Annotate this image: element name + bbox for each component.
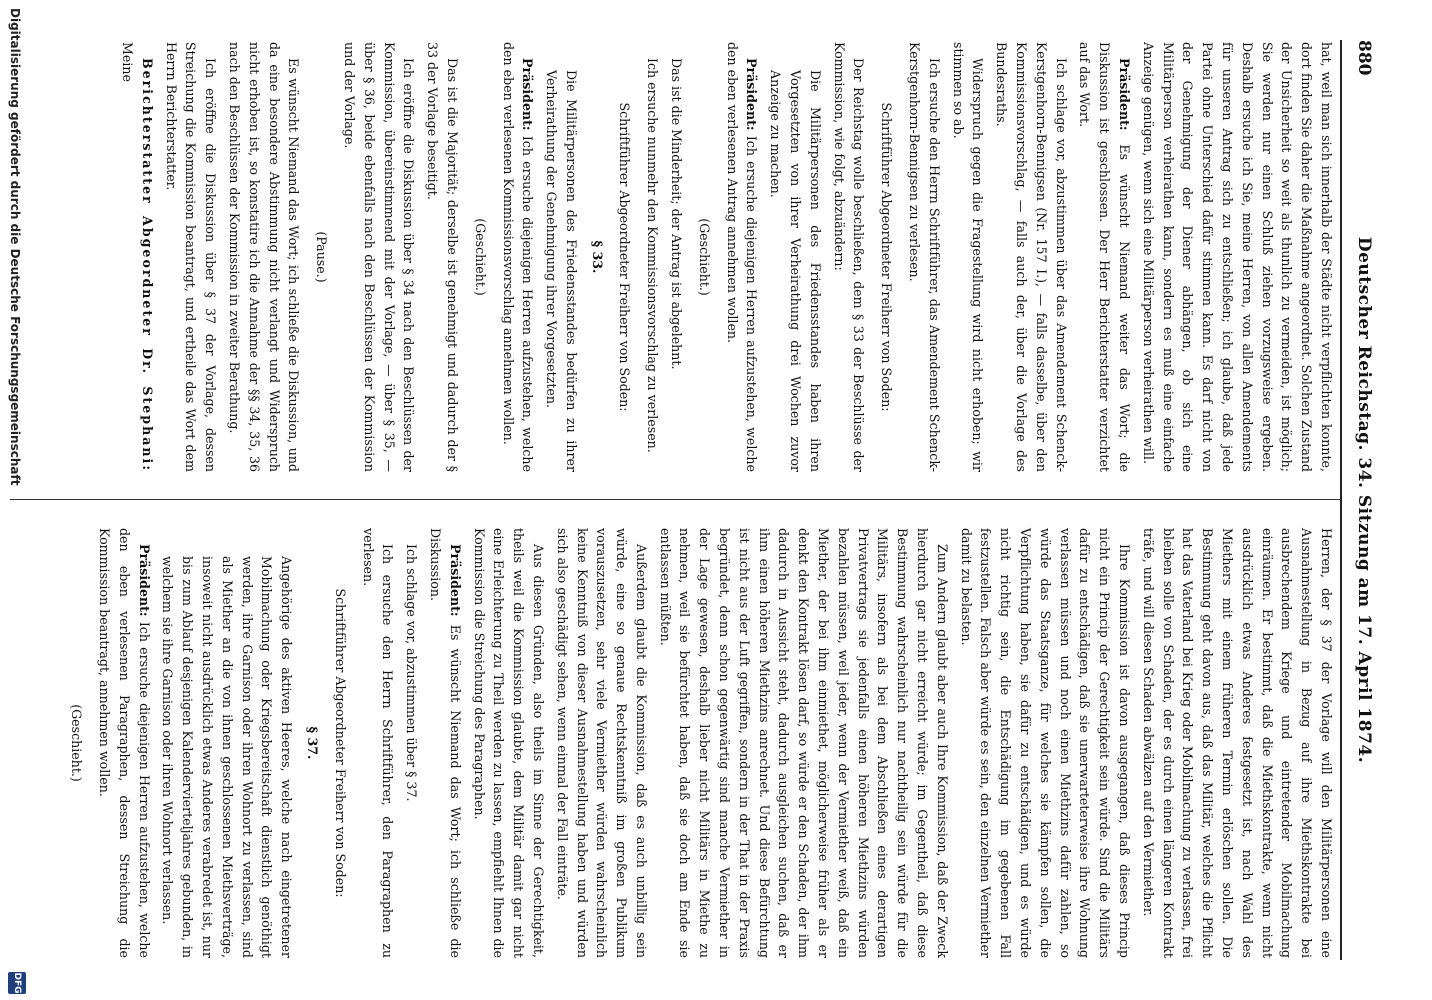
speaker-label: Präsident:	[744, 58, 760, 131]
applause-note: (Geschieht.)	[696, 218, 712, 296]
paragraph: Herren, der § 37 der Vorlage will den Militärpersonen eine Ausnahmestellung in Bezug auf ihre Miethskontrakte bei ausbrechendem Kriege und eintretender Mobilmachung einräumen. Er bestimmt, daß die Miethskontrakte, wenn nicht ausdrücklich etwas Anderes festgesetzt ist, nach Wahl des Miethers mit einem früheren Termin erlöschen sollen. Die Bestimmung geht davon aus, daß das Militär, welches die Pflicht hat das Vaterland bei Krieg oder Mobilmachung zu verlassen, frei bleiben solle von Schaden, der es durch einen längeren Kontrakt träfe, und will diesen Schaden abwälzen auf den Vermiether.	[1140, 528, 1334, 958]
paragraph-text: Ich ersuche diejenigen Herren aufzustehen, welche den eben verlesenen Antrag annehmen wollen.	[724, 42, 760, 472]
paragraph-text: Ich ersuche diejenigen Herren aufzustehen, welche den eben verlesenen Kommissionsvorschlag annehmen wollen.	[500, 42, 536, 472]
paragraph-text: Meine	[119, 42, 135, 82]
header-rule	[1340, 40, 1342, 960]
paragraph	[722, 42, 762, 472]
page-header	[1346, 40, 1374, 960]
paragraph	[498, 42, 538, 472]
speaker-heading: Schriftführer Abgeordneter Freiherr von Soden:	[332, 588, 348, 898]
dfg-logo: DFG	[8, 972, 26, 994]
paragraph: Das ist die Minderheit; der Antrag ist abgelehnt.	[669, 58, 685, 370]
paragraph	[425, 528, 465, 958]
paragraph: Ich ersuche nunmehr den Kommissionsvorschlag zu verlesen.	[645, 58, 661, 453]
paragraph: Ich schlage vor, abzustimmen über das Amendement Schenck-Kerstgenhorn-Bennigsen (Nr. 157 I.), — falls dasselbe, über den Kommissionsvorschlag, — falls auch der, über die Vorlage des Bundesraths.	[994, 42, 1069, 472]
paragraph: Es wünscht Niemand das Wort; ich schließe die Diskussion, und da eine besondere Abstimmung nicht verlangt und Widerspruch nicht erhoben ist, so konstatire ich die Annahme der §§ 34, 35, 36 nach den Beschlüssen der Kommission in zweiter Berathung.	[226, 42, 302, 472]
speaker-label: Präsident:	[1117, 58, 1133, 131]
applause-note: (Geschieht.)	[472, 218, 488, 296]
paragraph: Außerdem glaubt die Kommission, daß es auch unbillig sein würde, eine so genaue Rechtskenntniß im großen Publikum vorauszusetzen, sehr viele Vermiether würden wahrscheinlich keine Kenntniß von dieser Ausnahmestellung haben und würden sich also geschädigt sehen, wenn einmal der Fall einträte.	[554, 528, 649, 958]
speaker-label: Präsident:	[136, 544, 152, 617]
quoted-text: Die Militärpersonen des Friedensstandes haben ihren Vorgesetzten von ihrer Verheirathung drei Wochen zuvor Anzeige zu machen.	[768, 70, 823, 472]
paragraph	[117, 42, 157, 472]
paragraph	[1075, 42, 1134, 472]
section-number: § 33.	[589, 240, 605, 274]
paragraph-text: Ich ersuche diejenigen Herren aufzustehen, welche den eben verlesenen Paragraphen, dessen Streichung die Kommission beantragt, annehmen wollen.	[96, 528, 152, 958]
digitization-note: Digitalisierung gefördert durch die Deutsche Forschungsgemeinschaft	[8, 8, 22, 486]
speaker-label: Berichterstatter Abgeordneter Dr. Stephani:	[139, 58, 155, 472]
quoted-text: Die Militärpersonen des Friedensstandes bedürfen zu ihrer Verheirathung der Genehmigung ihrer Vorgesetzten.	[544, 70, 579, 472]
paragraph: Widerspruch gegen die Fragestellung wird nicht erhoben; wir stimmen so ab.	[950, 42, 986, 472]
paragraph: Ich ersuche den Herrn Schriftführer, das Amendement Schenck-Kerstgenhorn-Bennigsen zu verlesen.	[907, 42, 942, 472]
speaker-label: Präsident:	[447, 544, 463, 617]
running-title: Deutscher Reichstag. 34. Sitzung am 17. April 1874.	[1354, 236, 1374, 764]
quoted-text: Angehörige des aktiven Heeres, welche nach eingetretener Mobilmachung oder Kriegsbereitschaft dienstlich genöthigt werden, ihre Garnison oder ihren Wohnort zu verlassen, sind als Miether an die von ihnen geschlossenen Miethsverträge, insoweit nicht ausdrücklich etwas Anderes verabredet ist, nur bis zum Ablauf desjenigen Kalendervierteljahres gebunden, in welchem sie ihre Garnison oder ihren Wohnort verlassen.	[160, 556, 295, 958]
paragraph: Ihre Kommission ist davon ausgegangen, daß dieses Princip nicht ein Princip der Gerechtigkeit sein würde. Sind die Militärs dafür zu entschädigen, daß sie unerwarteterweise ihre Wohnung verlassen müssen und noch einen Miethzins dafür zahlen, so würde das Staatsganze, für welches sie kämpfen sollen, die Verpflichtung haben, sie dafür zu entschädigen, und es würde nicht richtig sein, die Entschädigung im gegebenen Fall festzustellen. Falsch aber würde es sein, den einzelnen Vermiether damit zu belasten.	[958, 528, 1133, 958]
paragraph: Zum Andern glaubt aber auch Ihre Kommission, daß der Zweck hierdurch gar nicht erreicht würde; im Gegentheil, daß diese Bestimmung wahrscheinlich nur nachtheilig sein würde für die Militärs, insofern als bei dem Abschließen eines derartigen Privatvertrags sie jedenfalls einen höheren Miethzins würden bezahlen müssen, weil jeder, wenn der Vermiether weiß, daß ein Miether, der bei ihm einmiethet, möglicherweise früher als er denkt den Kontrakt lösen darf, so würde er den Schaden, der ihm dadurch in Aussicht steht, dadurch ausgleichen suchen, daß er ihm einen höheren Miethzins anrechnet. Und diese Befürchtung ist nicht aus der Luft gegriffen, sondern in der That in der Praxis begründet, denn schon gegenwärtig sind manche Vermiether in der Lage gewesen, deshalb lieber nicht Militärs in Miethe zu nehmen, weil sie befürchtet haben, daß sie doch am Ende sie entlassen müßten.	[657, 528, 950, 958]
section-number: § 37.	[304, 726, 320, 760]
page-number: 880	[1354, 40, 1374, 76]
paragraph: Ich eröffne die Diskussion über § 37 der Vorlage, dessen Streichung die Kommission beantragt, und ertheile das Wort dem Herrn Berichterstatter.	[163, 42, 219, 472]
paragraph: Aus diesen Gründen, also theils im Sinne der Gerechtigkeit, theils weil die Kommission glaubte, dem Militär damit gar nicht eine Erleichterung zu Theil werden zu lassen, empfiehlt Ihnen die Kommission die Streichung des Paragraphen.	[471, 528, 546, 958]
speaker-heading: Schriftführer Abgeordneter Freiherr von Soden:	[617, 102, 633, 412]
paragraph-text: Es wünscht Niemand das Wort; ich schließe die Diskussion.	[427, 528, 463, 958]
paragraph: Der Reichstag wolle beschließen, dem § 33 der Beschlüsse der Kommission, wie folgt, abzuändern:	[831, 42, 867, 472]
paragraph: Ich eröffne die Diskussion über § 34 nach den Beschlüssen der Kommission, übereinstimmend mit der Vorlage, — über § 35, — über § 36, beide ebenfalls nach den Beschlüssen der Kommission und der Vorlage.	[341, 42, 417, 472]
paragraph: hat, weil man sich innerhalb der Städte nicht verpflichten konnte, dort finden Sie daher die Maßnahme angeordnet. Solchen Zustand der Unsicherheit so weit als thunlich zu vermeiden, ist möglich; Sie werden nur einen Schluß ziehen vorzugsweise ergeben. Deshalb ersuche ich Sie, meine Herren, von allen Amendements für unseren Antrag sich zu entschließen; ich glaube, daß jede Partei ohne Unterschied dafür stimmen kann. Es darf nicht von der Genehmigung der Diener abhängen, ob sich eine Militärperson verheirathen kann, sondern es muß eine einfache Anzeige genügen, wenn sich eine Militärperson verheirathen will.	[1140, 42, 1334, 472]
speaker-heading: Schriftführer Abgeordneter Freiherr von Soden:	[879, 102, 895, 412]
paragraph-text: Es wünscht Niemand weiter das Wort; die Diskussion ist geschlossen. Der Herr Berichterstatter verzichtet auf das Wort.	[1077, 42, 1133, 472]
speaker-label: Präsident:	[520, 58, 536, 131]
paragraph	[94, 528, 153, 958]
paragraph: Ich ersuche den Herrn Schriftführer, den Paragraphen zu verlesen.	[360, 528, 396, 958]
right-column	[58, 528, 1336, 958]
paragraph: Ich schlage vor, abzustimmen über § 37.	[404, 544, 420, 802]
paragraph: Das ist die Majorität; derselbe ist genehmigt und dadurch der § 33 der Vorlage beseitigt.	[425, 42, 460, 472]
column-divider	[10, 499, 1340, 500]
pause-note: (Pause.)	[314, 231, 330, 283]
left-column	[113, 42, 1336, 472]
applause-note: (Geschieht.)	[69, 704, 85, 782]
